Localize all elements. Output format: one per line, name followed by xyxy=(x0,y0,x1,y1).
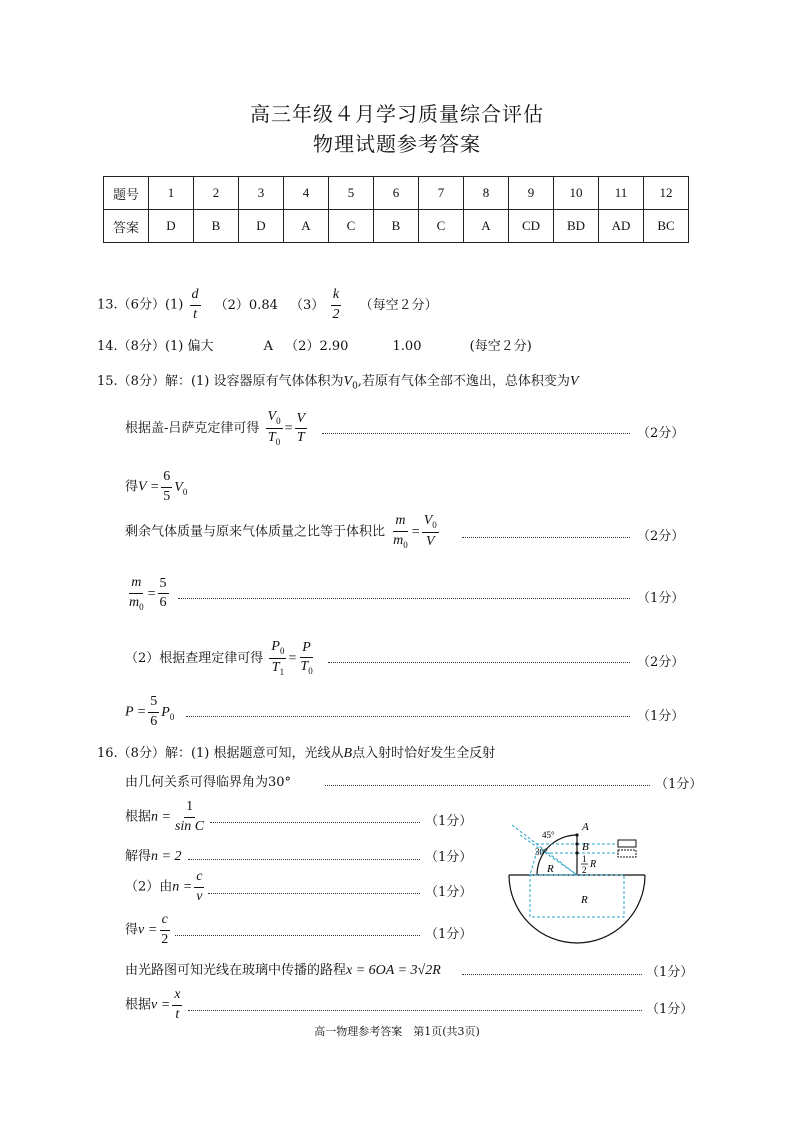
table-cell: 6 xyxy=(374,177,419,210)
answer-table xyxy=(103,176,689,243)
score: （1分） xyxy=(646,965,694,980)
score: （2分） xyxy=(637,426,685,441)
q15-line-ratio-result: $\frac{m}{m_0}$ = $\frac{5}{6}$ xyxy=(129,575,167,612)
q16-line-critical-angle: 由几何关系可得临界角为30° xyxy=(125,775,292,790)
table-cell: C xyxy=(329,210,374,243)
dotted-leader xyxy=(188,859,420,860)
dotted-leader xyxy=(325,785,650,786)
q15-line-charles: （2）根据查理定律可得 $\frac{P_0}{T_1}$ = $\frac{P}{T_0}$ xyxy=(125,639,313,678)
q16-line-n-formula: 根据n = $\frac{1}{\text{sin C}}$ xyxy=(125,799,205,834)
table-cell: AD xyxy=(599,210,644,243)
svg-text:A: A xyxy=(582,821,589,833)
fraction: $\frac{d}{t}$ xyxy=(191,287,199,322)
table-cell: B xyxy=(194,210,239,243)
dotted-leader xyxy=(210,822,420,823)
svg-text:R: R xyxy=(590,859,597,870)
table-cell: D xyxy=(239,210,284,243)
score: （1分） xyxy=(637,709,685,724)
q15-line-mass-ratio: 剩余气体质量与原来气体质量之比等于体积比 $\frac{m}{m_0}$ = $\frac{V_0}{V}$ xyxy=(125,513,437,550)
table-cell: 12 xyxy=(644,177,689,210)
table-cell: 5 xyxy=(329,177,374,210)
question-16-intro: 16.（8分）解：(1) 根据题意可知，光线从B点入射时恰好发生全反射 xyxy=(97,746,496,761)
svg-text:1: 1 xyxy=(582,854,587,864)
score: （1分） xyxy=(637,591,685,606)
dotted-leader xyxy=(462,537,630,538)
table-row-numbers xyxy=(104,177,689,210)
table-cell: BD xyxy=(554,210,599,243)
dotted-leader xyxy=(188,1010,642,1011)
score: （1分） xyxy=(425,927,473,942)
q16-line-n-cv: （2）由n = $\frac{c}{v}$ xyxy=(125,869,203,904)
table-cell: 4 xyxy=(284,177,329,210)
score: （1分） xyxy=(646,1002,694,1017)
table-cell: A xyxy=(284,210,329,243)
score: （1分） xyxy=(655,777,703,792)
q16-line-n-result: 解得n = 2 xyxy=(125,849,182,864)
q15-line-result-v: 得V = $\frac{6}{5}$ $V_0$ xyxy=(125,469,188,504)
score: （1分） xyxy=(425,850,473,865)
dotted-leader xyxy=(175,935,420,936)
dotted-leader xyxy=(208,893,420,894)
row-label-question: 题号 xyxy=(104,177,149,210)
table-cell: 3 xyxy=(239,177,284,210)
question-15-intro: 15.（8分）解：(1) 设容器原有气体体积为$V_0$,若原有气体全部不逸出，总体积变为V xyxy=(97,374,579,392)
table-cell: 9 xyxy=(509,177,554,210)
lower-arc xyxy=(509,875,645,943)
fraction: $\frac{k}{2}$ xyxy=(332,287,340,322)
dotted-leader xyxy=(328,662,630,663)
svg-text:45°: 45° xyxy=(542,830,555,840)
table-cell: 11 xyxy=(599,177,644,210)
table-cell: B xyxy=(374,210,419,243)
dotted-leader xyxy=(462,974,642,975)
table-row-answers xyxy=(104,210,689,243)
question-14: 14.（8分）(1) 偏大 A （2）2.90 1.00 (每空２分) xyxy=(97,339,532,354)
dotted-leader xyxy=(322,433,630,434)
q16-line-v-result: 得v = $\frac{c}{2}$ xyxy=(125,912,169,947)
row-label-answer: 答案 xyxy=(104,210,149,243)
table-cell: 7 xyxy=(419,177,464,210)
svg-text:R: R xyxy=(547,863,554,875)
q16-line-path: 由光路图可知光线在玻璃中传播的路程x = 6OA = 3√2R xyxy=(125,963,441,978)
laser-a xyxy=(618,840,636,847)
svg-text:B: B xyxy=(582,841,589,853)
laser-b xyxy=(618,850,636,857)
dotted-leader xyxy=(178,598,630,599)
score: （1分） xyxy=(425,885,473,900)
table-cell: A xyxy=(464,210,509,243)
table-cell: 1 xyxy=(149,177,194,210)
table-cell: 10 xyxy=(554,177,599,210)
table-cell: D xyxy=(149,210,194,243)
score: （1分） xyxy=(425,814,473,829)
table-cell: 8 xyxy=(464,177,509,210)
svg-text:30°: 30° xyxy=(535,847,548,857)
page-subtitle: 物理试题参考答案 xyxy=(313,132,481,156)
svg-text:R: R xyxy=(581,894,588,906)
page-footer: 高一物理参考答案 第1页(共3页) xyxy=(314,1025,480,1038)
light-path-rect xyxy=(530,875,624,917)
table-cell: C xyxy=(419,210,464,243)
question-13: 13.（6分）(1) $\frac{d}{t}$ （2）0.84 （3） $\frac{k}{2}$ （每空２分） xyxy=(97,287,438,322)
table-cell: CD xyxy=(509,210,554,243)
dotted-leader xyxy=(186,716,630,717)
q16-line-v-xt: 根据v = $\frac{x}{t}$ xyxy=(125,987,181,1022)
q15-line-gay-lussac: 根据盖-吕萨克定律可得 $\frac{V_0}{T_0}$ = $\frac{V}{T}$ xyxy=(125,409,306,448)
table-cell: BC xyxy=(644,210,689,243)
optics-diagram xyxy=(490,795,670,955)
page-title: 高三年级４月学习质量综合评估 xyxy=(250,102,544,126)
score: （2分） xyxy=(637,655,685,670)
score: （2分） xyxy=(637,529,685,544)
q15-line-pressure-result: P = $\frac{5}{6}$ $P_0$ xyxy=(125,694,175,729)
table-cell: 2 xyxy=(194,177,239,210)
svg-text:2: 2 xyxy=(582,865,587,875)
